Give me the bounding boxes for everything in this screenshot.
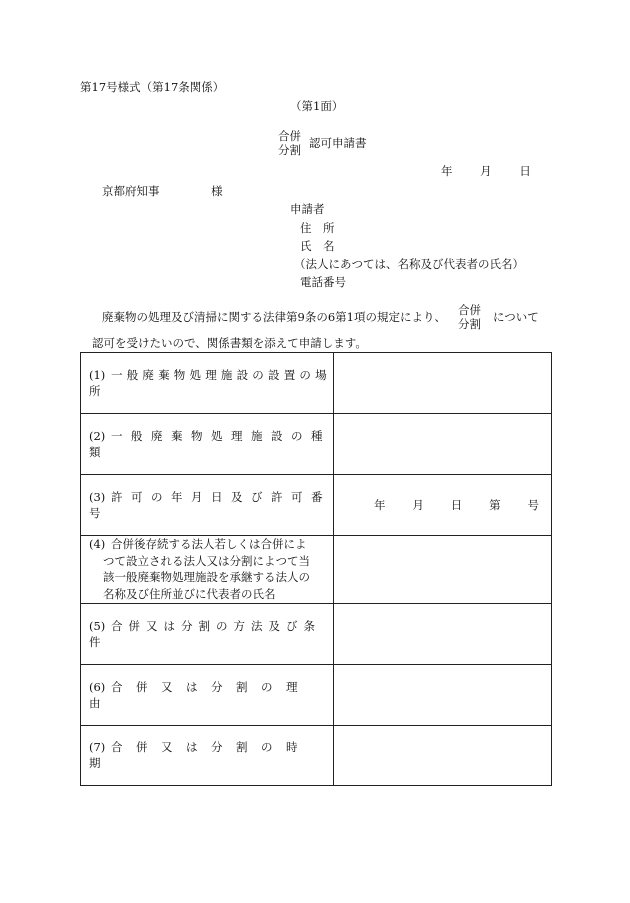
row-label-line: 名称及び住所並びに代表者の氏名 xyxy=(103,587,276,602)
intro-line1 xyxy=(102,304,539,332)
table-row xyxy=(81,414,552,475)
title-merge: 合併 xyxy=(278,129,301,143)
row-label xyxy=(81,603,334,664)
addressee xyxy=(102,186,223,198)
row-value[interactable] xyxy=(334,603,552,664)
table-row xyxy=(81,664,552,725)
row-number: (2) xyxy=(89,429,106,443)
applicant-phone-label: 電話番号 xyxy=(300,275,346,289)
intro-merge: 合併 xyxy=(457,303,481,317)
table-row xyxy=(81,725,552,785)
addressee-name: 京都府知事 xyxy=(102,184,160,198)
date-year: 年 xyxy=(441,164,453,178)
row-number: (4) xyxy=(89,537,106,551)
row-label-text: 合併又は分割の時期 xyxy=(89,740,311,771)
row-number: (5) xyxy=(89,618,106,633)
table-row xyxy=(81,475,552,536)
application-table xyxy=(80,352,552,786)
row-label-line: 該一般廃棄物処理施設を承継する法人の xyxy=(103,570,310,585)
intro-prefix: 廃棄物の処理及び清掃に関する法律第9条の6第1項の規定により、 xyxy=(102,310,446,325)
row-label-text: 合併又は分割の方法及び条件 xyxy=(89,618,321,649)
row-number: (1) xyxy=(89,368,106,382)
row-label xyxy=(81,536,334,604)
form-number: 第17号様式（第17条関係） xyxy=(80,80,225,94)
document-title xyxy=(278,130,367,158)
row-number: (6) xyxy=(89,679,106,694)
table-row xyxy=(81,353,552,414)
intro-suffix: について xyxy=(492,310,539,325)
row-value[interactable] xyxy=(334,725,552,785)
page-label: （第1面） xyxy=(290,99,344,113)
row-value[interactable] xyxy=(334,353,552,414)
row-value-permit[interactable] xyxy=(334,475,552,536)
row-label-text: 一般廃棄物処理施設の種類 xyxy=(89,429,331,459)
title-split: 分割 xyxy=(278,142,301,157)
row-label-text: 一般廃棄物処理施設の設置の場所 xyxy=(89,368,331,398)
applicant-address-label: 住 所 xyxy=(300,221,335,235)
row-label-text: 許可の年月日及び許可番号 xyxy=(89,490,331,520)
title-suffix: 認可申請書 xyxy=(309,136,367,151)
row-number: (7) xyxy=(89,740,106,755)
date-line xyxy=(441,166,531,178)
row-label xyxy=(81,414,334,475)
applicant-name-label: 氏 名 xyxy=(300,239,335,253)
row-label xyxy=(81,475,334,536)
permit-month: 月 xyxy=(412,498,424,512)
row-label-line: 合併後存続する法人若しくは合併によ xyxy=(111,537,307,551)
date-day: 日 xyxy=(519,164,531,178)
row-value[interactable] xyxy=(334,664,552,725)
applicant-heading: 申請者 xyxy=(290,202,325,216)
permit-year: 年 xyxy=(374,498,386,512)
row-label xyxy=(81,725,334,785)
addressee-honorific: 様 xyxy=(211,184,223,198)
row-value[interactable] xyxy=(334,536,552,604)
intro-line2: 認可を受けたいので、関係書類を添えて申請します。 xyxy=(92,336,367,350)
permit-no: 第 xyxy=(489,498,501,512)
row-label-text: 合併又は分割の理由 xyxy=(89,679,311,710)
row-label xyxy=(81,353,334,414)
date-month: 月 xyxy=(480,164,492,178)
permit-day: 日 xyxy=(450,498,463,512)
table-row xyxy=(81,603,552,664)
intro-split: 分割 xyxy=(457,316,481,331)
row-value[interactable] xyxy=(334,414,552,475)
row-label xyxy=(81,664,334,725)
permit-go: 号 xyxy=(527,498,539,512)
row-number: (3) xyxy=(89,490,106,504)
applicant-corp-note: （法人にあつては、名称及び代表者の氏名） xyxy=(294,257,524,271)
table-row xyxy=(81,536,552,604)
row-label-line: つて設立される法人又は分割によつて当 xyxy=(103,553,310,568)
